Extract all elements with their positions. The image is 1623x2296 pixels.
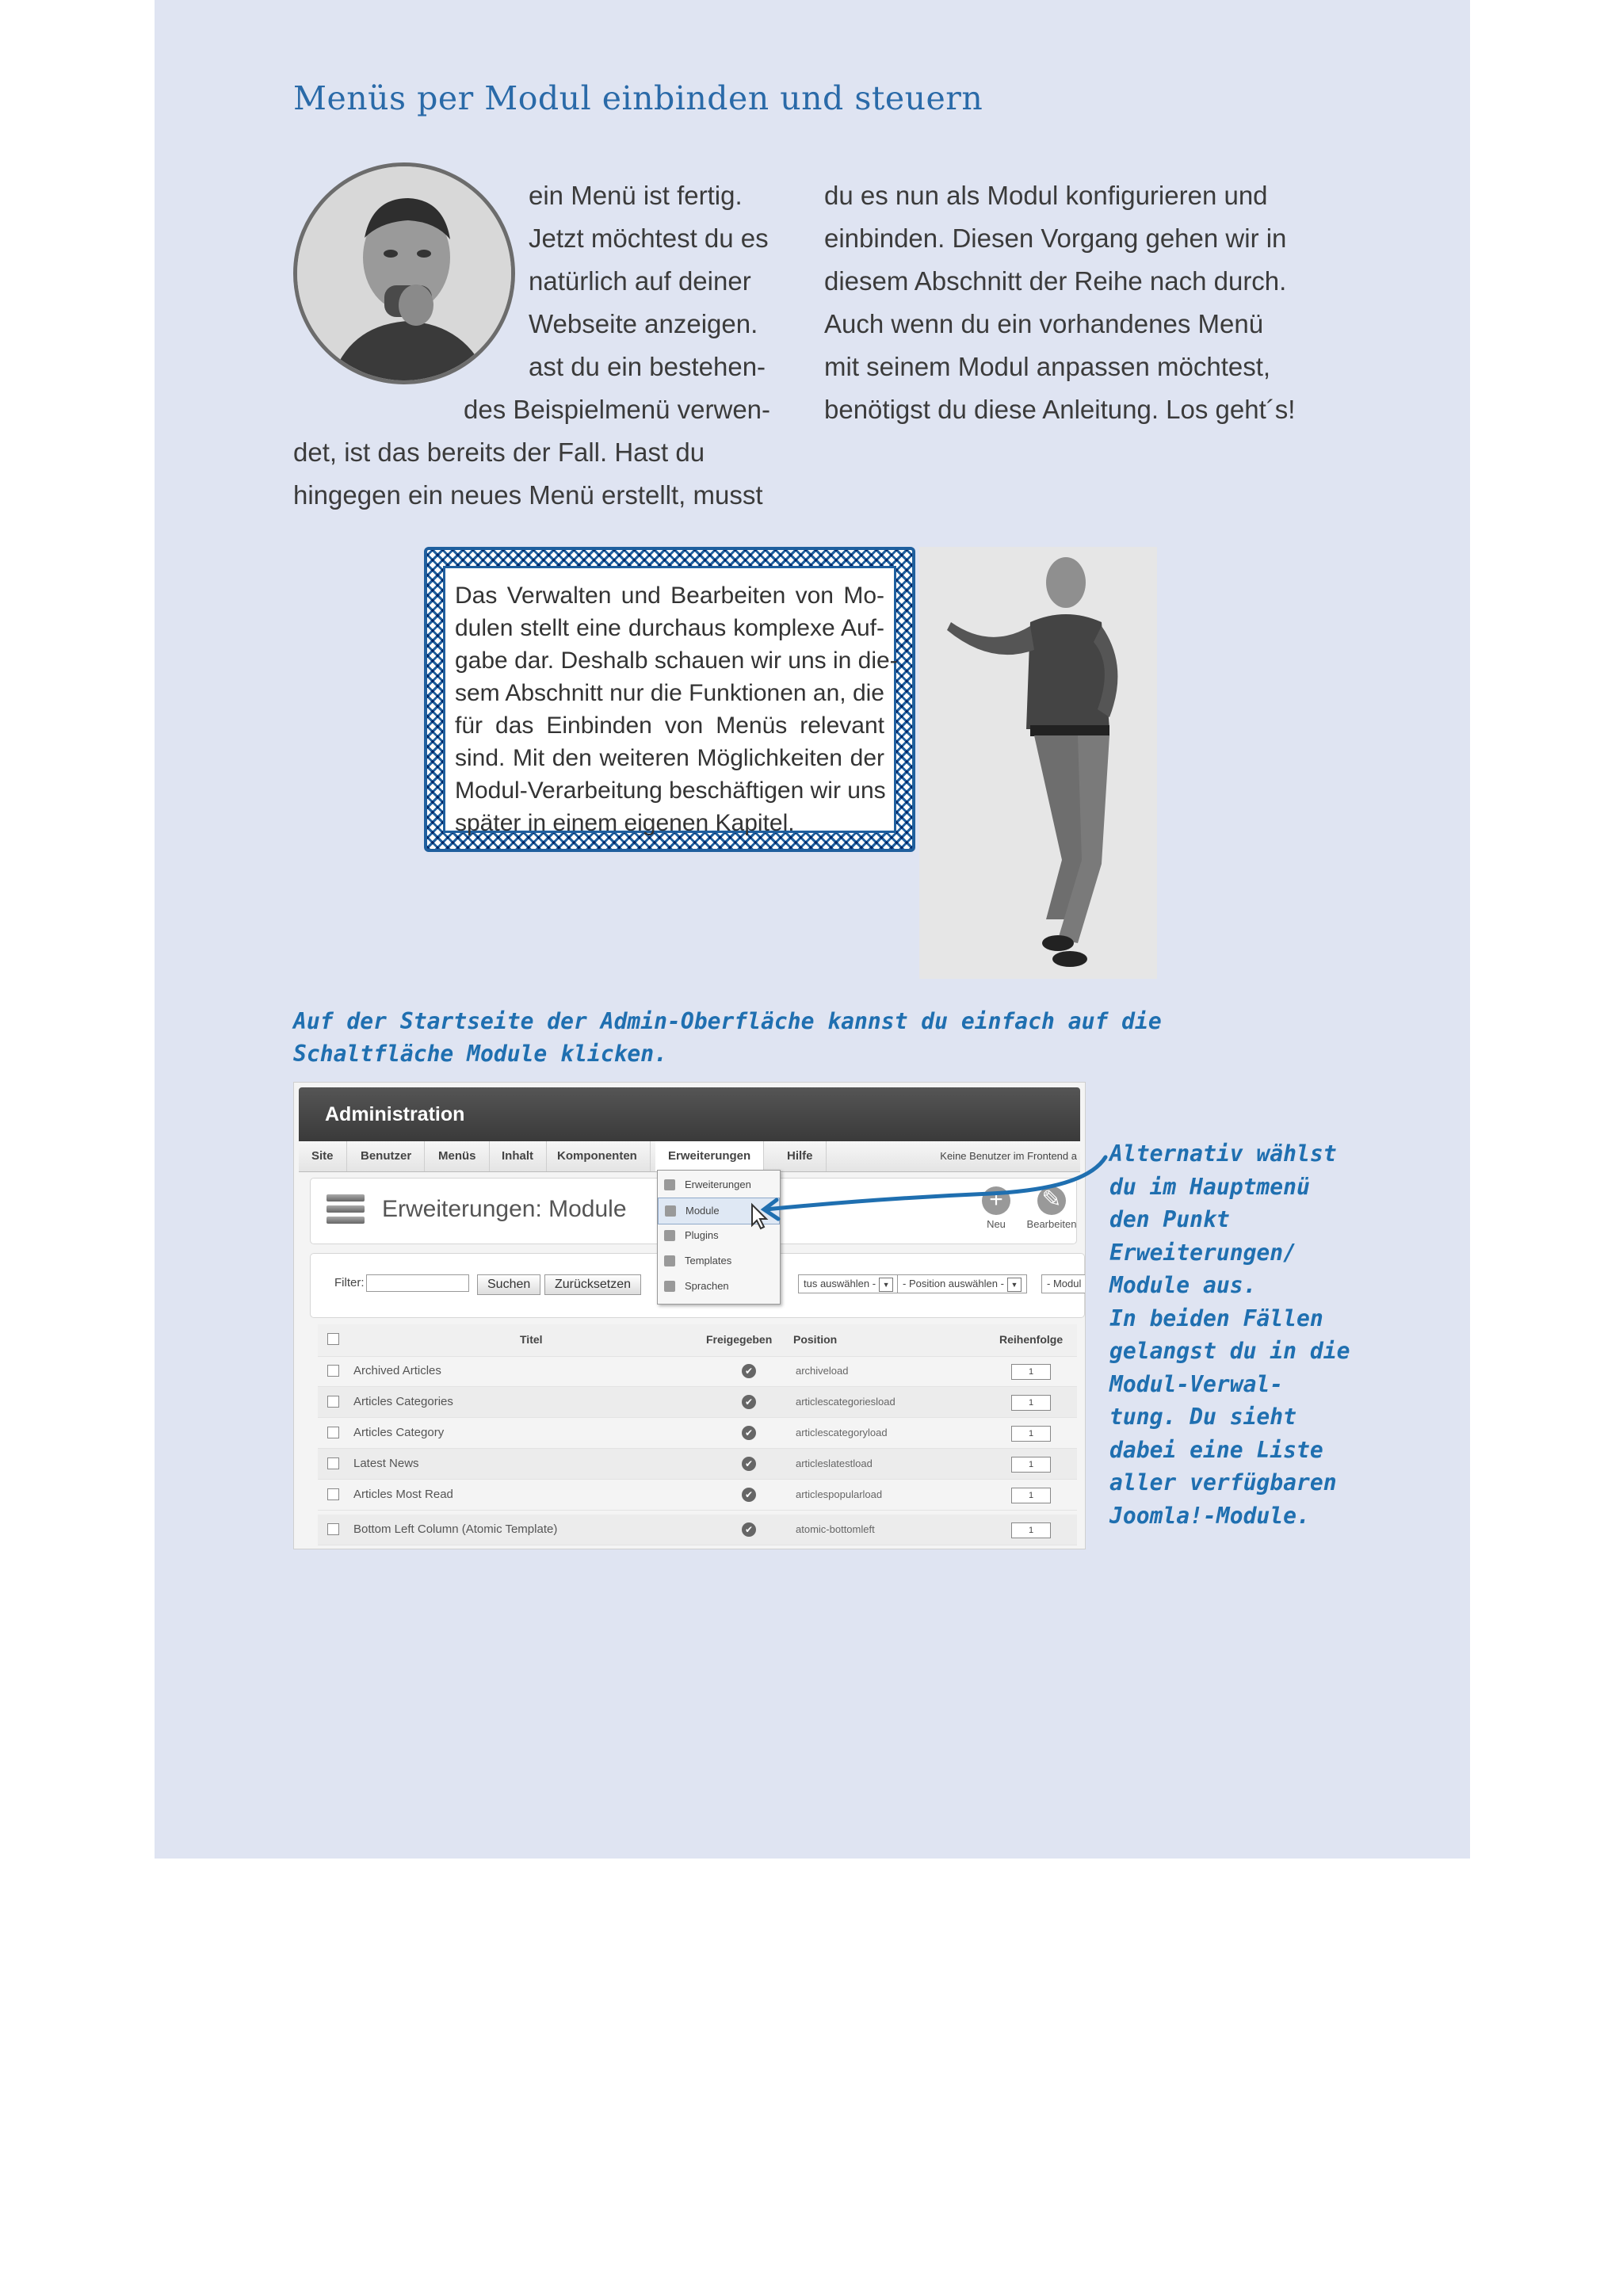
info-line: später in einem eigenen Kapitel. bbox=[455, 810, 795, 836]
row-checkbox[interactable] bbox=[327, 1523, 339, 1535]
info-line: sem Abschnitt nur die Funktionen an, die bbox=[455, 680, 884, 706]
pointing-man-illustration bbox=[919, 547, 1157, 979]
new-button-label: Neu bbox=[987, 1218, 1006, 1230]
status-select-value: tus auswählen - bbox=[804, 1278, 876, 1289]
module-icon bbox=[665, 1205, 676, 1217]
intro-left-line: hingegen ein neues Menü erstellt, musst bbox=[293, 480, 763, 510]
status-select[interactable] bbox=[798, 1274, 899, 1293]
figure-caption-line-2: Schaltfläche Module klicken. bbox=[293, 1041, 668, 1067]
dropdown-item-label: Module bbox=[685, 1205, 720, 1217]
row-checkbox[interactable] bbox=[327, 1427, 339, 1438]
table-row bbox=[318, 1418, 1077, 1449]
menu-item-menus[interactable]: Menüs bbox=[426, 1141, 490, 1171]
order-input[interactable]: 1 bbox=[1011, 1522, 1051, 1538]
row-checkbox[interactable] bbox=[327, 1488, 339, 1500]
intro-right-line: du es nun als Modul konfigurieren und bbox=[824, 181, 1268, 210]
module-manager-icon bbox=[327, 1194, 365, 1229]
intro-left-line: des Beispielmenü verwen- bbox=[464, 395, 771, 424]
intro-left-line: ast du ein bestehen- bbox=[529, 352, 766, 381]
intro-right-line: diesem Abschnitt der Reihe nach durch. bbox=[824, 266, 1287, 296]
man-figure bbox=[919, 547, 1157, 979]
select-all-checkbox[interactable] bbox=[327, 1333, 339, 1345]
published-check-icon[interactable]: ✔ bbox=[742, 1364, 756, 1378]
info-box bbox=[424, 547, 915, 852]
language-icon bbox=[664, 1281, 675, 1292]
module-position: articlescategoriesload bbox=[796, 1396, 896, 1408]
info-line: Das Verwalten und Bearbeiten von Mo- bbox=[455, 583, 884, 609]
edit-button-label: Bearbeiten bbox=[1026, 1218, 1077, 1230]
module-title[interactable]: Articles Categories bbox=[353, 1395, 453, 1408]
dropdown-item-templates[interactable] bbox=[658, 1248, 780, 1274]
side-note-line: den Punkt bbox=[1109, 1206, 1230, 1232]
table-row bbox=[318, 1480, 1077, 1511]
menu-item-site[interactable]: Site bbox=[299, 1141, 347, 1171]
row-checkbox[interactable] bbox=[327, 1457, 339, 1469]
row-checkbox[interactable] bbox=[327, 1365, 339, 1377]
plugin-icon bbox=[664, 1230, 675, 1241]
row-checkbox[interactable] bbox=[327, 1396, 339, 1408]
info-line: sind. Mit den weiteren Möglichkeiten der bbox=[455, 745, 884, 771]
pencil-icon: ✎ bbox=[1037, 1186, 1066, 1215]
column-position[interactable]: Position bbox=[793, 1333, 838, 1346]
admin-title: Administration bbox=[325, 1103, 465, 1125]
intro-left-line: ein Menü ist fertig. bbox=[529, 181, 743, 210]
position-select-value: - Position auswählen - bbox=[903, 1278, 1004, 1289]
menu-item-komponenten[interactable]: Komponenten bbox=[544, 1141, 651, 1171]
column-published[interactable]: Freigegeben bbox=[706, 1333, 773, 1346]
figure-caption-line-1: Auf der Startseite der Admin-Oberfläche kannst du einfach auf die bbox=[293, 1008, 1162, 1034]
order-input[interactable]: 1 bbox=[1011, 1488, 1051, 1503]
module-title[interactable]: Latest News bbox=[353, 1457, 419, 1470]
table-row bbox=[318, 1449, 1077, 1480]
intro-right-line: Auch wenn du ein vorhandenes Menü bbox=[824, 309, 1264, 338]
side-note-line: tung. Du sieht bbox=[1109, 1404, 1297, 1430]
module-position: atomic-bottomleft bbox=[796, 1523, 875, 1535]
intro-right-line: mit seinem Modul anpassen möchtest, bbox=[824, 352, 1271, 381]
intro-left-line: det, ist das bereits der Fall. Hast du bbox=[293, 437, 705, 467]
menu-item-erweiterungen[interactable]: Erweiterungen bbox=[655, 1141, 764, 1171]
table-row bbox=[318, 1387, 1077, 1418]
chevron-down-icon: ▼ bbox=[1007, 1278, 1022, 1292]
intro-right-line: benötigst du diese Anleitung. Los geht´s! bbox=[824, 395, 1296, 424]
side-note-line: Joomla!-Module. bbox=[1109, 1502, 1310, 1529]
menu-item-hilfe[interactable]: Hilfe bbox=[774, 1141, 827, 1171]
order-input[interactable]: 1 bbox=[1011, 1457, 1051, 1473]
chevron-down-icon: ▼ bbox=[879, 1278, 893, 1292]
search-button[interactable]: Suchen bbox=[477, 1274, 540, 1295]
published-check-icon[interactable]: ✔ bbox=[742, 1488, 756, 1502]
side-note-line: In beiden Fällen bbox=[1109, 1305, 1323, 1331]
reset-button[interactable]: Zurücksetzen bbox=[544, 1274, 641, 1295]
info-line: Modul-Verarbeitung beschäftigen wir uns bbox=[455, 777, 886, 804]
published-check-icon[interactable]: ✔ bbox=[742, 1426, 756, 1440]
module-title[interactable]: Articles Category bbox=[353, 1426, 445, 1439]
table-row bbox=[318, 1356, 1077, 1387]
table-header-row bbox=[318, 1324, 1077, 1357]
module-title[interactable]: Archived Articles bbox=[353, 1364, 441, 1377]
order-input[interactable]: 1 bbox=[1011, 1426, 1051, 1442]
info-line: für das Einbinden von Menüs relevant bbox=[455, 712, 884, 739]
dropdown-item-label: Plugins bbox=[685, 1229, 719, 1241]
menu-item-benutzer[interactable]: Benutzer bbox=[348, 1141, 425, 1171]
order-input[interactable]: 1 bbox=[1011, 1395, 1051, 1411]
published-check-icon[interactable]: ✔ bbox=[742, 1457, 756, 1471]
module-title[interactable]: Bottom Left Column (Atomic Template) bbox=[353, 1522, 558, 1536]
section-heading: Menüs per Modul einbinden und steuern bbox=[293, 79, 983, 117]
extensions-icon bbox=[664, 1179, 675, 1190]
published-check-icon[interactable]: ✔ bbox=[742, 1395, 756, 1409]
dropdown-item-label: Erweiterungen bbox=[685, 1179, 751, 1190]
admin-title-bar bbox=[299, 1087, 1080, 1141]
filter-input[interactable] bbox=[366, 1274, 469, 1292]
order-input[interactable]: 1 bbox=[1011, 1364, 1051, 1380]
filter-label: Filter: bbox=[334, 1276, 365, 1289]
dropdown-item-label: Sprachen bbox=[685, 1280, 729, 1292]
info-box-content bbox=[443, 566, 898, 836]
module-select[interactable] bbox=[1041, 1274, 1086, 1293]
portrait-illustration bbox=[297, 166, 515, 384]
column-title[interactable]: Titel bbox=[520, 1333, 543, 1346]
page-title: Erweiterungen: Module bbox=[382, 1196, 627, 1222]
side-note-line: dabei eine Liste bbox=[1109, 1436, 1323, 1463]
column-order[interactable]: Reihenfolge bbox=[999, 1333, 1064, 1346]
module-position: articlespopularload bbox=[796, 1488, 883, 1500]
plus-icon: + bbox=[982, 1186, 1010, 1215]
menu-item-inhalt[interactable]: Inhalt bbox=[489, 1141, 547, 1171]
side-note-line: Modul-Verwal- bbox=[1109, 1370, 1284, 1397]
dropdown-item-label: Templates bbox=[685, 1255, 732, 1266]
intro-left-line: Webseite anzeigen. bbox=[529, 309, 758, 338]
module-position: articleslatestload bbox=[796, 1457, 873, 1469]
info-line: dulen stellt eine durchaus komplexe Auf- bbox=[455, 615, 884, 641]
template-icon bbox=[664, 1255, 675, 1266]
intro-left-line: natürlich auf deiner bbox=[529, 266, 751, 296]
dropdown-item-sprachen[interactable] bbox=[658, 1274, 780, 1299]
side-note-line: Alternativ wählst bbox=[1109, 1140, 1337, 1167]
annotation-arrow bbox=[753, 1141, 1117, 1236]
info-line: gabe dar. Deshalb schauen wir uns in die- bbox=[455, 648, 898, 674]
module-position: archiveload bbox=[796, 1365, 849, 1377]
published-check-icon[interactable]: ✔ bbox=[742, 1522, 756, 1537]
intro-left-line: Jetzt möchtest du es bbox=[529, 223, 769, 253]
author-portrait bbox=[293, 162, 515, 384]
module-title[interactable]: Articles Most Read bbox=[353, 1488, 453, 1501]
table-row bbox=[318, 1515, 1077, 1545]
intro-right-line: einbinden. Diesen Vorgang gehen wir in bbox=[824, 223, 1287, 253]
side-note-line: aller verfügbaren bbox=[1109, 1469, 1337, 1496]
side-note-line: Module aus. bbox=[1109, 1272, 1257, 1298]
side-note-line: du im Hauptmenü bbox=[1109, 1173, 1310, 1200]
side-note-line: Erweiterungen/ bbox=[1109, 1239, 1297, 1266]
side-note-line: gelangst du in die bbox=[1109, 1338, 1350, 1364]
users-online-info: Keine Benutzer im Frontend a bbox=[940, 1150, 1077, 1162]
module-select-value: - Modul bbox=[1047, 1278, 1082, 1289]
position-select[interactable] bbox=[897, 1274, 1027, 1293]
module-position: articlescategoryload bbox=[796, 1427, 888, 1438]
